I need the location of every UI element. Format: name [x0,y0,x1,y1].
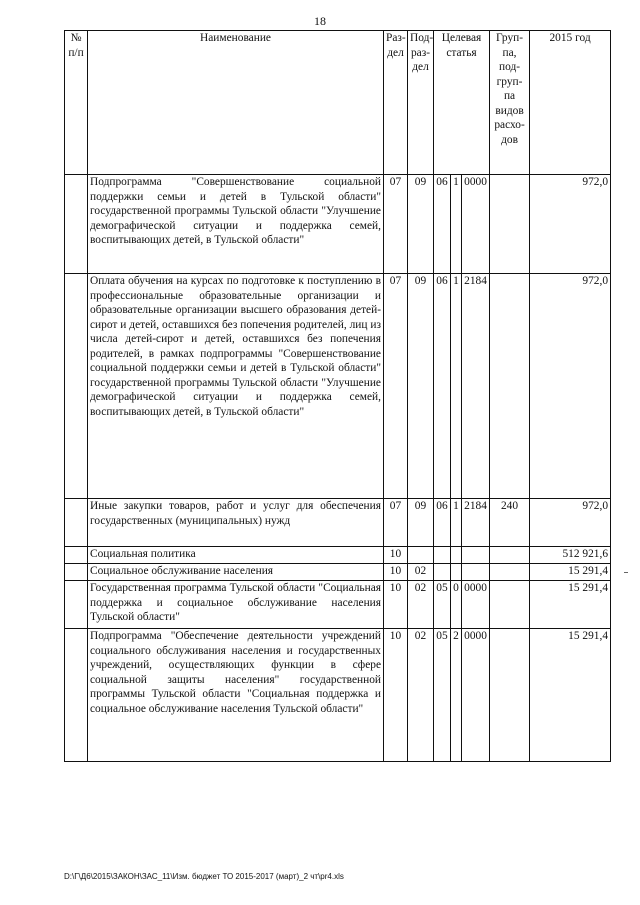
row-group [490,274,530,499]
table-header-row [65,31,611,175]
row-target-direction: 0000 [462,581,490,629]
row-amount: 972,0 [530,274,611,499]
row-name: Оплата обучения на курсах по подготовке к поступлению в профессиональные образовательные организации и образовательные организации высшего образования детей-сирот и детей, оставшихся без попечения родителей, лиц из числа детей-сирот и детей, оставшихся без попечения родителей, в рамках подпрограммы "Совершенствование социальной поддержки семьи и детей в Тульской области" государственной программы Тульской области "Улучшение демографической ситуации и поддержка семей, воспитывающих детей, в Тульской области" [88,274,384,499]
row-target-program: 06 [434,274,451,499]
header-target: Целевая статья [434,31,490,175]
row-amount: 15 291,4 [530,629,611,762]
row-target-subprogram: 1 [451,175,462,274]
table-row [65,274,611,499]
row-target-subprogram: 2 [451,629,462,762]
row-name: Подпрограмма "Обеспечение деятельности учреждений социального обслуживания населения и государственных учреждений, осуществляющих функции в сфере социальной защиты населения" государственной программы Тульской области "Социальная поддержка и социальное обслуживание населения Тульской области" [88,629,384,762]
row-num [65,175,88,274]
row-target-program: 05 [434,629,451,762]
table-row [65,629,611,762]
row-target-direction: 2184 [462,274,490,499]
row-group [490,581,530,629]
row-name: Государственная программа Тульской области "Социальная поддержка и социальное обслуживание населения Тульской области" [88,581,384,629]
row-target-direction: 0000 [462,175,490,274]
row-razdel: 07 [384,274,408,499]
row-amount: 15 291,4 [530,581,611,629]
table-row [65,547,611,564]
row-amount: 15 291,4 [530,564,611,581]
header-group: Груп-па, под-груп-па видов расхо-дов [490,31,530,175]
table-row [65,499,611,547]
row-amount: 512 921,6 [530,547,611,564]
row-podrazdel: 02 [408,564,434,581]
table-row [65,581,611,629]
row-razdel: 10 [384,564,408,581]
row-podrazdel: 09 [408,175,434,274]
row-razdel: 10 [384,547,408,564]
row-podrazdel: 02 [408,629,434,762]
row-num [65,499,88,547]
row-name: Социальное обслуживание населения [88,564,384,581]
row-group: 240 [490,499,530,547]
header-num: № п/п [65,31,88,175]
row-name: Подпрограмма "Совершенствование социальной поддержки семьи и детей в Тульской области" государственной программы Тульской области "Улучшение демографической ситуации и поддержка семей, воспитывающих детей, в Тульской области" [88,175,384,274]
row-target-program: 05 [434,581,451,629]
row-group [490,547,530,564]
row-target-program [434,547,451,564]
row-razdel: 07 [384,499,408,547]
page-number: 18 [314,14,326,28]
row-target-program [434,564,451,581]
row-podrazdel [408,547,434,564]
row-podrazdel: 02 [408,581,434,629]
file-path-footer: D:\Г\Д6\2015\ЗАКОН\ЗАС_11\Изм. бюджет ТО 2015-2017 (март)_2 чт\pr4.xls [64,872,344,881]
budget-table [64,30,611,762]
row-target-subprogram: 0 [451,581,462,629]
row-razdel: 07 [384,175,408,274]
row-podrazdel: 09 [408,274,434,499]
row-num [65,581,88,629]
header-podrazdel: Под-раз-дел [408,31,434,175]
row-name: Социальная политика [88,547,384,564]
row-target-direction: 2184 [462,499,490,547]
header-name: Наименование [88,31,384,175]
header-year: 2015 год [530,31,611,175]
row-amount: 972,0 [530,175,611,274]
table-row [65,175,611,274]
row-target-subprogram: 1 [451,499,462,547]
row-num [65,629,88,762]
row-razdel: 10 [384,629,408,762]
row-target-subprogram: 1 [451,274,462,499]
row-group [490,629,530,762]
row-target-subprogram [451,564,462,581]
row-podrazdel: 09 [408,499,434,547]
row-group [490,564,530,581]
row-name: Иные закупки товаров, работ и услуг для обеспечения государственных (муниципальных) нужд [88,499,384,547]
row-razdel: 10 [384,581,408,629]
margin-mark [624,572,628,573]
row-target-program: 06 [434,499,451,547]
row-num [65,547,88,564]
row-amount: 972,0 [530,499,611,547]
row-target-subprogram [451,547,462,564]
row-num [65,564,88,581]
row-target-direction [462,564,490,581]
table-row [65,564,611,581]
header-razdel: Раз-дел [384,31,408,175]
row-num [65,274,88,499]
row-target-direction [462,547,490,564]
row-target-program: 06 [434,175,451,274]
row-target-direction: 0000 [462,629,490,762]
row-group [490,175,530,274]
